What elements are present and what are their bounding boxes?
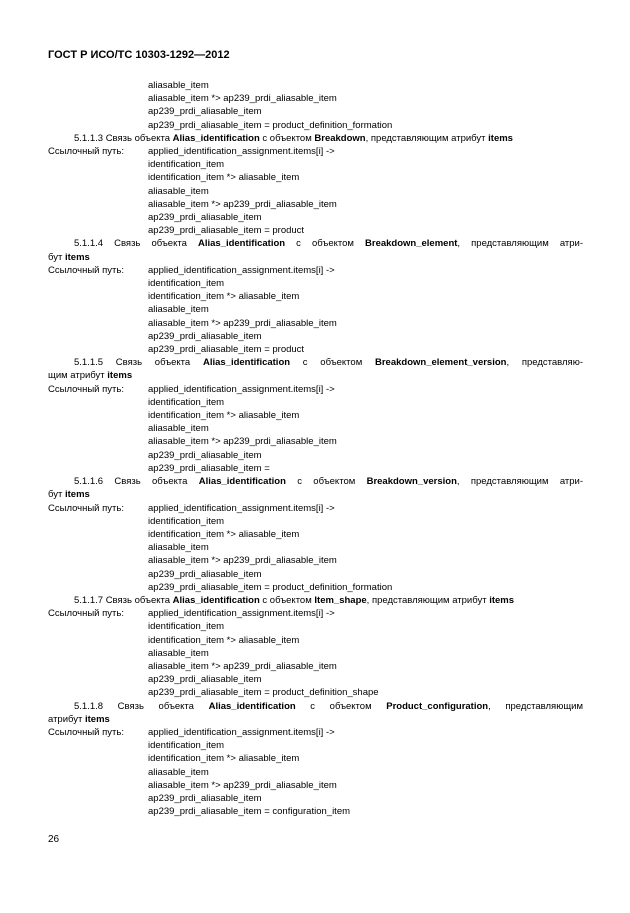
section-heading-continuation — [48, 369, 583, 382]
reference-path-row — [48, 145, 583, 158]
heading-text: бут — [48, 251, 65, 263]
reference-path-row — [48, 726, 583, 739]
path-line: ap239_prdi_aliasable_item — [148, 792, 262, 804]
related-entity-name: Breakdown_element_version — [374, 357, 507, 369]
path-line: aliasable_item — [148, 647, 209, 659]
heading-text: , представляющим атри- — [456, 476, 584, 488]
path-line: ap239_prdi_aliasable_item = product_definition_formation — [148, 119, 393, 131]
path-line: identification_item *> aliasable_item — [148, 172, 300, 184]
path-line: ap239_prdi_aliasable_item — [148, 674, 262, 686]
related-entity-name: Breakdown — [314, 132, 366, 144]
path-line: applied_identification_assignment.items[i] -> — [148, 264, 335, 276]
intro-block — [48, 79, 583, 132]
path-line: identification_item *> aliasable_item — [148, 291, 300, 303]
reference-path-label: Ссылочный путь: — [48, 502, 124, 514]
reference-path-row — [48, 607, 583, 620]
section-heading — [48, 132, 583, 145]
section-heading — [48, 700, 583, 713]
path-line: aliasable_item — [148, 185, 209, 197]
path-line: ap239_prdi_aliasable_item — [148, 449, 262, 461]
path-line: identification_item *> aliasable_item — [148, 634, 300, 646]
section-heading — [48, 594, 583, 607]
path-line: ap239_prdi_aliasable_item — [148, 106, 262, 118]
heading-text: объекта — [131, 132, 173, 144]
entity-name: Alias_identification — [198, 476, 286, 488]
reference-path-label: Ссылочный путь: — [48, 726, 124, 738]
section-heading — [48, 237, 583, 250]
reference-path-label: Ссылочный путь: — [48, 146, 124, 158]
attribute-name: items — [64, 251, 90, 263]
path-line: identification_item — [148, 159, 225, 171]
section-number: 5.1.1.5 Связь — [74, 357, 143, 369]
path-line: ap239_prdi_aliasable_item = product_definition_formation — [148, 581, 393, 593]
path-line: ap239_prdi_aliasable_item — [148, 212, 262, 224]
section-number: 5.1.1.4 Связь — [74, 238, 141, 250]
attribute-name: items — [489, 594, 515, 606]
path-line: aliasable_item — [148, 423, 209, 435]
reference-path-row — [48, 264, 583, 277]
document-body — [48, 79, 583, 818]
path-line: aliasable_item *> ap239_prdi_aliasable_item — [148, 660, 337, 672]
section-number: 5.1.1.8 Связь — [74, 700, 144, 712]
section-number: 5.1.1.6 Связь — [74, 476, 141, 488]
heading-text: с объектом — [259, 594, 315, 606]
heading-text: объекта — [140, 476, 199, 488]
heading-text: , представляю- — [506, 357, 583, 369]
related-entity-name: Breakdown_element — [365, 238, 458, 250]
path-line: applied_identification_assignment.items[i] -> — [148, 608, 335, 620]
path-line: identification_item *> aliasable_item — [148, 528, 300, 540]
reference-path-row — [48, 502, 583, 515]
related-entity-name: Item_shape — [314, 594, 367, 606]
section-block — [48, 594, 583, 700]
section-number: 5.1.1.3 Связь — [74, 132, 132, 144]
path-line: aliasable_item — [148, 766, 209, 778]
section-heading — [48, 475, 583, 488]
attribute-name: items — [64, 489, 90, 501]
path-line: aliasable_item *> ap239_prdi_aliasable_item — [148, 555, 337, 567]
path-line: applied_identification_assignment.items[i] -> — [148, 146, 335, 158]
heading-text: , представляющим атрибут — [365, 132, 489, 144]
reference-path-label: Ссылочный путь: — [48, 264, 124, 276]
entity-name: Alias_identification — [208, 700, 296, 712]
heading-text: атрибут — [48, 713, 85, 725]
reference-path-label: Ссылочный путь: — [48, 608, 124, 620]
path-line: aliasable_item *> ap239_prdi_aliasable_item — [148, 198, 337, 210]
path-line: aliasable_item *> ap239_prdi_aliasable_item — [148, 436, 337, 448]
heading-text: с объектом — [295, 700, 387, 712]
heading-text: объекта — [131, 594, 173, 606]
path-line: ap239_prdi_aliasable_item = — [148, 462, 270, 474]
related-entity-name: Product_configuration — [386, 700, 489, 712]
path-line: aliasable_item *> ap239_prdi_aliasable_item — [148, 317, 337, 329]
path-line: applied_identification_assignment.items[i] -> — [148, 502, 335, 514]
path-line: identification_item — [148, 621, 225, 633]
heading-text: объекта — [140, 238, 198, 250]
entity-name: Alias_identification — [172, 132, 260, 144]
path-line: aliasable_item — [148, 80, 209, 91]
path-line: ap239_prdi_aliasable_item — [148, 330, 262, 342]
reference-path-row — [48, 383, 583, 396]
path-line: ap239_prdi_aliasable_item = product_definition_shape — [148, 687, 379, 699]
path-line: aliasable_item — [148, 304, 209, 316]
heading-text: , представляющим — [488, 700, 583, 712]
heading-text: с объектом — [285, 476, 367, 488]
path-line: identification_item *> aliasable_item — [148, 410, 300, 422]
section-block — [48, 700, 583, 819]
entity-name: Alias_identification — [197, 238, 286, 250]
section-block — [48, 237, 583, 356]
reference-path-label: Ссылочный путь: — [48, 383, 124, 395]
entity-name: Alias_identification — [202, 357, 291, 369]
section-heading-continuation — [48, 251, 583, 264]
page-number: 26 — [48, 834, 60, 845]
entity-name: Alias_identification — [172, 594, 260, 606]
section-number: 5.1.1.7 Связь — [74, 594, 132, 606]
heading-text: с объектом — [259, 132, 315, 144]
sections-block — [48, 132, 583, 819]
section-heading-continuation — [48, 713, 583, 726]
section-heading — [48, 356, 583, 369]
attribute-name: items — [488, 132, 513, 144]
related-entity-name: Breakdown_version — [366, 476, 457, 488]
section-block — [48, 132, 583, 238]
path-line: identification_item *> aliasable_item — [148, 753, 300, 765]
heading-text: щим атрибут — [48, 370, 108, 382]
heading-text: с объектом — [290, 357, 375, 369]
path-line: identification_item — [148, 278, 225, 290]
path-line: aliasable_item *> ap239_prdi_aliasable_item — [148, 93, 337, 105]
section-block — [48, 475, 583, 594]
path-line: aliasable_item *> ap239_prdi_aliasable_item — [148, 779, 337, 791]
heading-text: , представляющим атрибут — [366, 594, 490, 606]
heading-text: объекта — [143, 700, 209, 712]
heading-text: объекта — [142, 357, 203, 369]
path-line: applied_identification_assignment.items[i] -> — [148, 383, 335, 395]
document-header: ГОСТ Р ИСО/ТС 10303-1292—2012 — [48, 49, 230, 61]
path-line: ap239_prdi_aliasable_item = configuration_item — [148, 806, 351, 818]
path-line: identification_item — [148, 396, 225, 408]
attribute-name: items — [85, 713, 110, 725]
heading-text: бут — [48, 489, 65, 501]
section-heading-continuation — [48, 488, 583, 501]
path-line: identification_item — [148, 740, 225, 752]
attribute-name: items — [107, 370, 133, 382]
path-line: ap239_prdi_aliasable_item — [148, 568, 262, 580]
heading-text: , представляющим атри- — [457, 238, 584, 250]
path-line: aliasable_item — [148, 542, 209, 554]
path-line: ap239_prdi_aliasable_item = product — [148, 225, 305, 237]
heading-text: с объектом — [285, 238, 366, 250]
path-line: applied_identification_assignment.items[i] -> — [148, 726, 335, 738]
section-block — [48, 356, 583, 475]
path-line: ap239_prdi_aliasable_item = product — [148, 344, 305, 356]
path-line: identification_item — [148, 515, 225, 527]
